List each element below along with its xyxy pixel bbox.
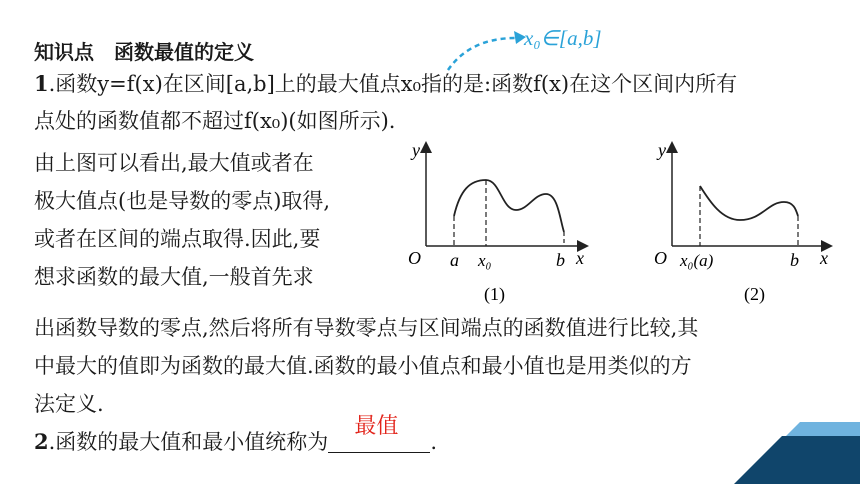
paragraph-3: 2.函数的最大值和最小值统称为 最值 .	[34, 414, 437, 454]
section-heading: 知识点 函数最值的定义	[34, 40, 254, 64]
answer-text: 最值	[354, 414, 399, 439]
figure-2-graph	[644, 138, 844, 308]
paragraph-1-number: 1	[34, 71, 49, 96]
corner-stripe-dark	[734, 436, 860, 484]
paragraph-3-number: 2	[34, 429, 49, 454]
y-axis-label: y	[658, 140, 666, 160]
interval-annotation: x₀∈[a,b]	[524, 26, 602, 50]
paragraph-2-line: 法定义.	[34, 392, 104, 416]
tick-label-b: b	[556, 250, 565, 270]
corner-decoration	[720, 422, 860, 484]
tick-label-b: b	[790, 250, 799, 270]
paragraph-2-line: 极大值点(也是导数的零点)取得,	[34, 189, 331, 213]
paragraph-2-line: 出函数导数的零点,然后将所有导数零点与区间端点的函数值进行比较,其	[34, 316, 699, 340]
figure-1-caption: (1)	[484, 284, 505, 304]
function-curve	[454, 180, 564, 232]
x-axis-label: x	[576, 248, 584, 268]
tick-label-a: a	[450, 250, 459, 270]
x-axis-label: x	[820, 248, 828, 268]
paragraph-2-line: 由上图可以看出,最大值或者在	[34, 151, 314, 175]
tick-label-x0a: x₀(a)	[680, 251, 714, 270]
paragraph-1-line-1: 1.函数y=f(x)在区间[a,b]上的最大值点x₀指的是:函数f(x)在这个区间内所有	[34, 71, 738, 96]
paragraph-2-line: 或者在区间的端点取得.因此,要	[34, 227, 321, 251]
y-axis-label: y	[412, 140, 420, 160]
origin-label: O	[654, 248, 667, 268]
function-curve	[700, 186, 798, 220]
origin-label: O	[408, 248, 421, 268]
figure-1-graph	[396, 138, 606, 308]
corner-stripe-light	[786, 422, 860, 436]
answer-blank	[328, 414, 430, 453]
tick-label-x0: x₀	[478, 251, 492, 270]
paragraph-2-line: 中最大的值即为函数的最大值.函数的最小值点和最小值也是用类似的方	[34, 354, 692, 378]
paragraph-1-line-2: 点处的函数值都不超过f(x₀)(如图所示).	[34, 109, 396, 133]
figure-2-caption: (2)	[744, 284, 765, 304]
paragraph-2-line: 想求函数的最大值,一般首先求	[34, 265, 314, 289]
